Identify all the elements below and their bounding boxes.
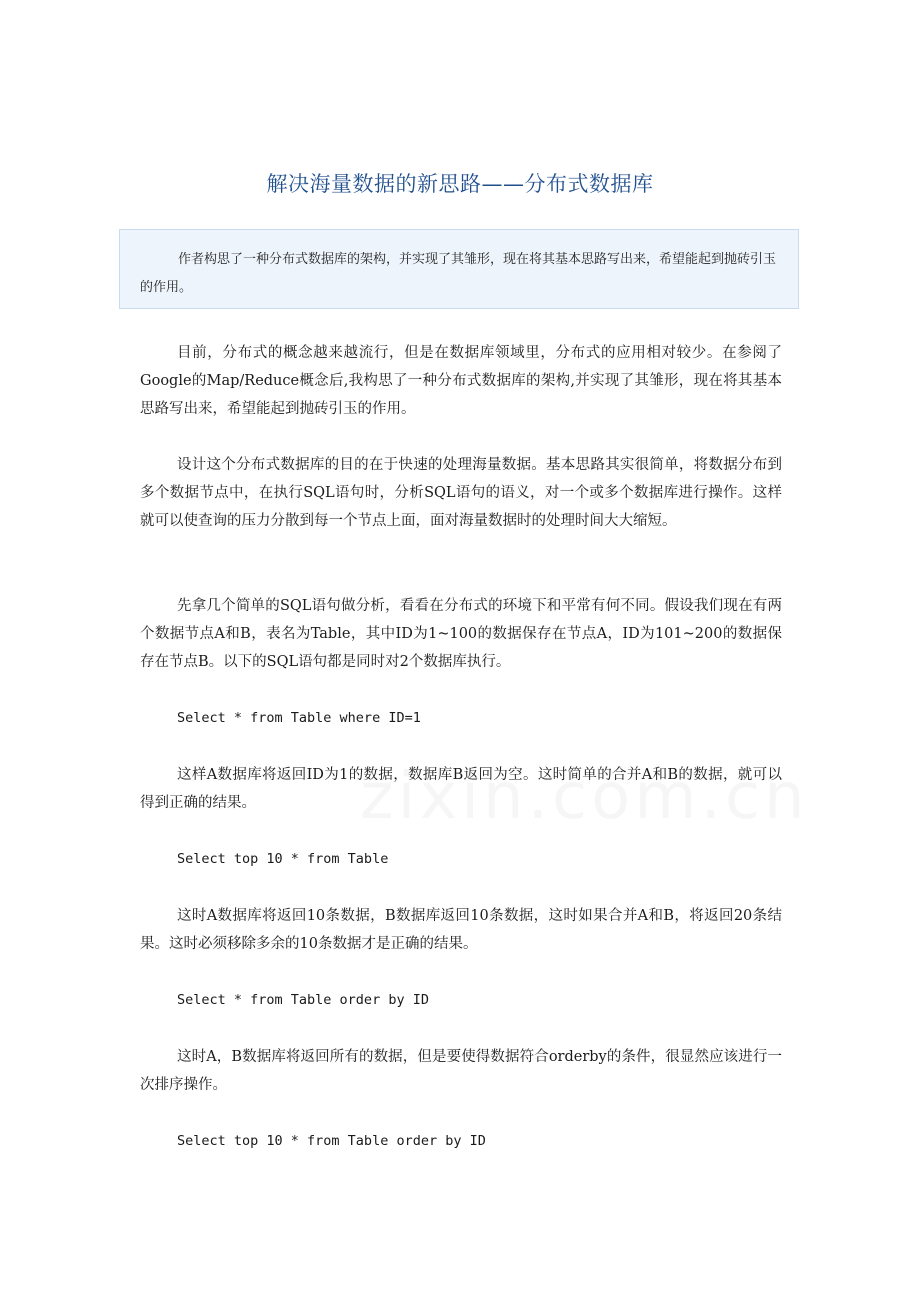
code-line: Select * from Table order by ID	[177, 992, 429, 1008]
paragraph-result-2: 这时A数据库将返回10条数据，B数据库返回10条数据，这时如果合并A和B，将返回20条结果。这时必须移除多余的10条数据才是正确的结果。	[140, 908, 782, 952]
code-line: Select * from Table where ID=1	[177, 710, 421, 726]
paragraph-result-1: 这样A数据库将返回ID为1的数据，数据库B返回为空。这时简单的合并A和B的数据，就可以得到正确的结果。	[140, 767, 782, 811]
document-title: 解决海量数据的新思路——分布式数据库	[266, 172, 654, 196]
paragraph-design-goal: 设计这个分布式数据库的目的在于快速的处理海量数据。基本思路其实很简单，将数据分布到多个数据节点中，在执行SQL语句时，分析SQL语句的语义，对一个或多个数据库进行操作。这样就可以使查询的压力分散到每一个节点上面，面对海量数据时的处理时间大大缩短。	[140, 457, 782, 529]
paragraph-intro: 目前，分布式的概念越来越流行，但是在数据库领域里，分布式的应用相对较少。在参阅了Google的Map/Reduce概念后,我构思了一种分布式数据库的架构,并实现了其雏形，现在将其基本思路写出来，希望能起到抛砖引玉的作用。	[140, 345, 782, 417]
code-line: Select top 10 * from Table	[177, 851, 389, 867]
summary-box	[119, 229, 799, 309]
code-line: Select top 10 * from Table order by ID	[177, 1133, 486, 1149]
paragraph-sql-analysis: 先拿几个简单的SQL语句做分析，看看在分布式的环境下和平常有何不同。假设我们现在有两个数据节点A和B，表名为Table，其中ID为1~100的数据保存在节点A，ID为101~200的数据保存在节点B。以下的SQL语句都是同时对2个数据库执行。	[140, 598, 782, 670]
summary-text: 作者构思了一种分布式数据库的架构，并实现了其雏形，现在将其基本思路写出来，希望能起到抛砖引玉的作用。	[140, 252, 777, 295]
paragraph-result-3: 这时A，B数据库将返回所有的数据，但是要使得数据符合orderby的条件，很显然应该进行一次排序操作。	[140, 1049, 782, 1093]
